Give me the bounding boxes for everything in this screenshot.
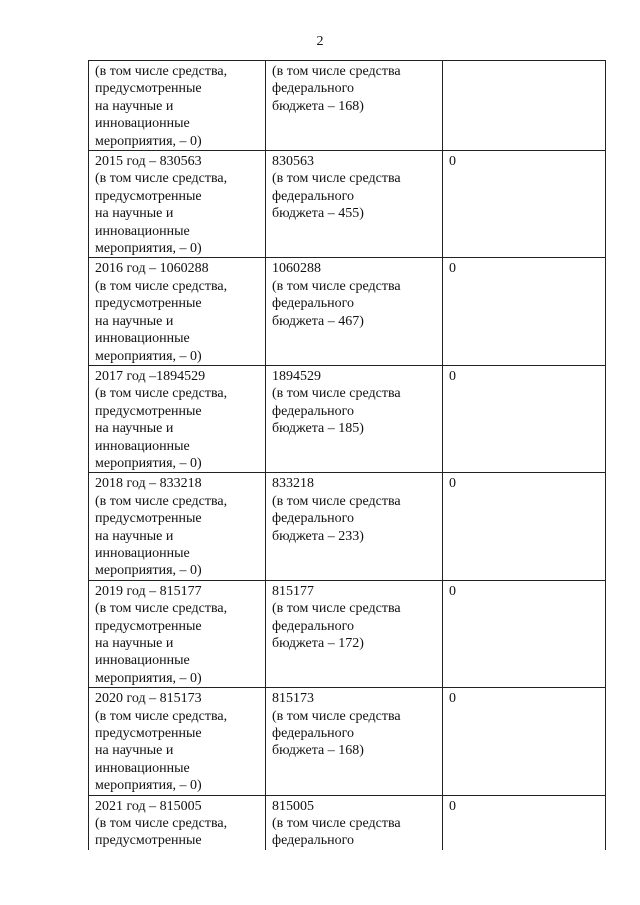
cell-text-line: на научные и [95, 636, 174, 651]
cell-text-line: 2018 год – 833218 [95, 476, 202, 492]
other-sources-cell [443, 61, 606, 151]
cell-text-line: (в том числе средства, [95, 816, 228, 832]
other-sources-cell [443, 365, 606, 472]
cell-text-line: бюджета – 172) [272, 636, 364, 651]
cell-text-line: 0 [449, 154, 456, 170]
funding-by-year-cell [89, 258, 266, 365]
cell-text-line: федерального [272, 296, 355, 312]
funding-by-year-cell [89, 473, 266, 580]
other-sources-cell [443, 258, 606, 365]
cell-text-line: мероприятия, – 0) [95, 348, 202, 364]
cell-text-line: федерального [272, 833, 355, 849]
cell-text-line: инновационные [95, 223, 190, 239]
funding-by-year-cell [89, 795, 266, 850]
cell-text-line: (в том числе средства, [95, 64, 228, 79]
funding-by-year-cell [89, 580, 266, 687]
cell-text-line: 815177 [272, 583, 314, 599]
cell-text-line: 1894529 [272, 368, 321, 384]
cell-text-line: федерального [272, 188, 355, 204]
cell-text-line: бюджета – 168) [272, 98, 364, 114]
cell-text-line: 2017 год –1894529 [95, 368, 206, 384]
cell-text-line: на научные и [95, 313, 174, 329]
cell-text-line: (в том числе средства, [95, 708, 228, 724]
cell-text-line: бюджета – 233) [272, 528, 364, 544]
table-row [89, 473, 606, 580]
cell-text-line: инновационные [95, 545, 190, 561]
cell-text-line: 2021 год – 815005 [95, 798, 202, 814]
cell-text-line: мероприятия, – 0) [95, 778, 202, 794]
table-row [89, 258, 606, 365]
cell-text-line: федерального [272, 81, 355, 97]
cell-text-line: 2019 год – 815177 [95, 583, 202, 599]
cell-text-line: инновационные [95, 438, 190, 454]
table-row [89, 61, 606, 151]
cell-text-line: мероприятия, – 0) [95, 133, 202, 149]
total-amount-cell [266, 258, 443, 365]
funding-table [88, 60, 606, 850]
cell-text-line: (в том числе средства, [95, 278, 228, 294]
cell-text-line: 0 [449, 798, 456, 814]
cell-text-line: предусмотренные [95, 511, 202, 527]
cell-text-line: бюджета – 185) [272, 421, 364, 437]
cell-text-line: предусмотренные [95, 618, 202, 634]
cell-text-line: федерального [272, 403, 355, 419]
cell-text-line: федерального [272, 726, 355, 742]
cell-text-line: предусмотренные [95, 726, 202, 742]
cell-text-line: инновационные [95, 653, 190, 669]
total-amount-cell [266, 61, 443, 151]
cell-text-line: (в том числе средства [272, 171, 401, 187]
cell-text-line: бюджета – 467) [272, 313, 364, 329]
cell-text-line: (в том числе средства, [95, 493, 228, 509]
cell-text-line: 0 [449, 261, 456, 277]
cell-text-line: на научные и [95, 528, 174, 544]
cell-text-line: мероприятия, – 0) [95, 563, 202, 579]
cell-text-line: 0 [449, 368, 456, 384]
cell-text-line: инновационные [95, 331, 190, 347]
funding-by-year-cell [89, 151, 266, 258]
other-sources-cell [443, 473, 606, 580]
funding-by-year-cell [89, 688, 266, 795]
total-amount-cell [266, 151, 443, 258]
cell-text-line: федерального [272, 511, 355, 527]
cell-text-line: 815005 [272, 798, 314, 814]
cell-text-line: на научные и [95, 421, 174, 437]
cell-text-line: на научные и [95, 98, 174, 114]
cell-text-line: (в том числе средства [272, 816, 401, 832]
cell-text-line: (в том числе средства [272, 493, 401, 509]
cell-text-line: 833218 [272, 476, 314, 492]
cell-text-line: бюджета – 168) [272, 743, 364, 759]
total-amount-cell [266, 580, 443, 687]
cell-text-line: 0 [449, 583, 456, 599]
other-sources-cell [443, 580, 606, 687]
total-amount-cell [266, 688, 443, 795]
cell-text-line: мероприятия, – 0) [95, 670, 202, 686]
cell-text-line: (в том числе средства [272, 708, 401, 724]
cell-text-line: 830563 [272, 154, 314, 170]
table-row [89, 365, 606, 472]
other-sources-cell [443, 688, 606, 795]
funding-table-body [89, 61, 606, 850]
other-sources-cell [443, 151, 606, 258]
cell-text-line: мероприятия, – 0) [95, 455, 202, 471]
cell-text-line: предусмотренные [95, 403, 202, 419]
cell-text-line: инновационные [95, 116, 190, 132]
cell-text-line: (в том числе средства, [95, 601, 228, 617]
total-amount-cell [266, 473, 443, 580]
cell-text-line: 2020 год – 815173 [95, 691, 202, 707]
page-number: 2 [316, 34, 324, 49]
cell-text-line: предусмотренные [95, 833, 202, 849]
cell-text-line: инновационные [95, 760, 190, 776]
funding-table-wrapper [88, 60, 606, 850]
cell-text-line: бюджета – 455) [272, 206, 364, 222]
table-row [89, 151, 606, 258]
cell-text-line: 2015 год – 830563 [95, 154, 202, 170]
funding-by-year-cell [89, 365, 266, 472]
cell-text-line: предусмотренные [95, 81, 202, 97]
cell-text-line: (в том числе средства [272, 386, 401, 402]
cell-text-line: федерального [272, 618, 355, 634]
other-sources-cell [443, 795, 606, 850]
cell-text-line: 0 [449, 476, 456, 492]
cell-text-line: (в том числе средства [272, 64, 401, 79]
cell-text-line: (в том числе средства, [95, 171, 228, 187]
table-row [89, 795, 606, 850]
cell-text-line: на научные и [95, 206, 174, 222]
cell-text-line: предусмотренные [95, 188, 202, 204]
funding-by-year-cell [89, 61, 266, 151]
cell-text-line: предусмотренные [95, 296, 202, 312]
cell-text-line: на научные и [95, 743, 174, 759]
cell-text-line: 815173 [272, 691, 314, 707]
total-amount-cell [266, 365, 443, 472]
total-amount-cell [266, 795, 443, 850]
cell-text-line: 1060288 [272, 261, 321, 277]
cell-text-line: 2016 год – 1060288 [95, 261, 209, 277]
cell-text-line: мероприятия, – 0) [95, 241, 202, 257]
cell-text-line: (в том числе средства, [95, 386, 228, 402]
cell-text-line: (в том числе средства [272, 601, 401, 617]
cell-text-line: (в том числе средства [272, 278, 401, 294]
table-row [89, 580, 606, 687]
cell-text-line: 0 [449, 691, 456, 707]
table-row [89, 688, 606, 795]
